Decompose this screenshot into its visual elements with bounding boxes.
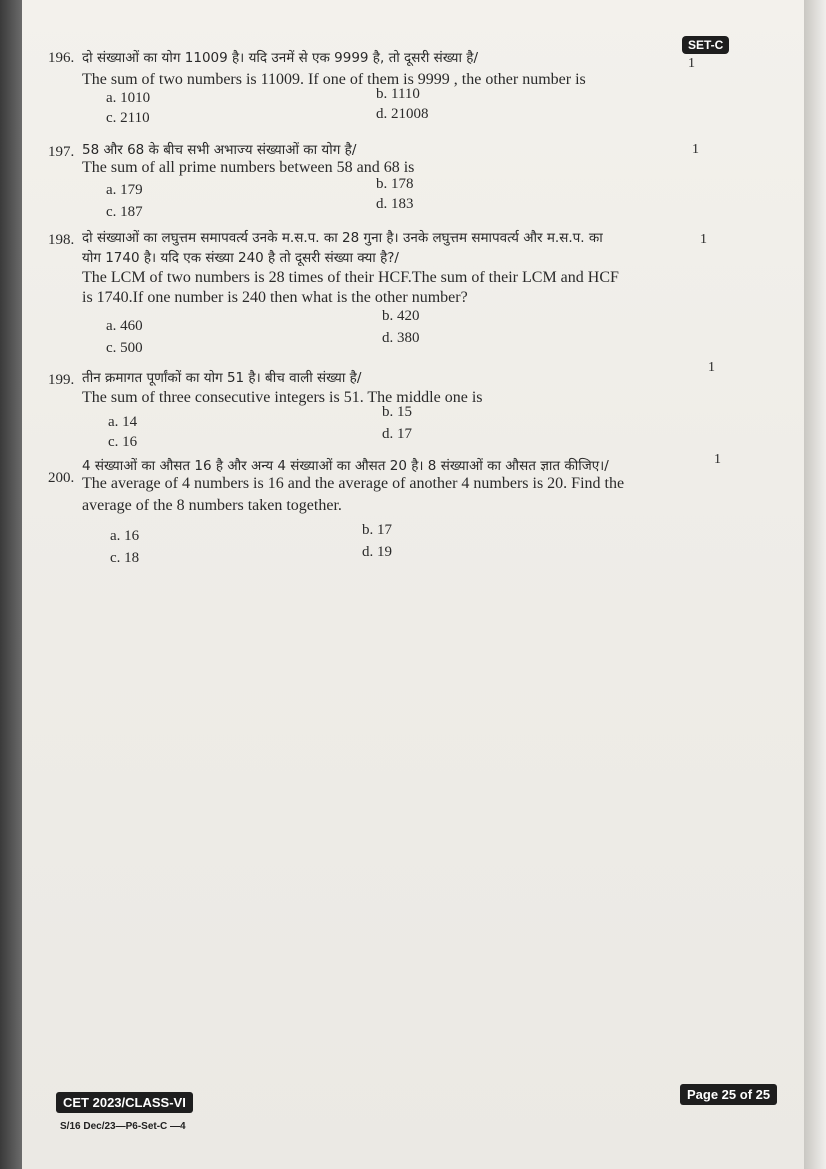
question-english: The sum of three consecutive integers is 51. The middle one is <box>82 389 483 406</box>
question-hindi-line-2: योग 1740 है। यदि एक संख्या 240 है तो दूसरी संख्या क्या है?/ <box>82 250 399 266</box>
exam-page <box>22 0 804 1169</box>
question-hindi: दो संख्याओं का लघुत्तम समापवर्त्य उनके म.स.प. का 28 गुना है। उनके लघुत्तम समापवर्त्य और म.स.प. का <box>82 230 603 246</box>
option-d: d. 17 <box>382 426 412 442</box>
question-english: The average of 4 numbers is 16 and the average of another 4 numbers is 20. Find the <box>82 475 625 492</box>
option-b: b. 17 <box>362 522 392 538</box>
question-english: The LCM of two numbers is 28 times of their HCF.The sum of their LCM and HCF <box>82 269 619 286</box>
question-number: 197. <box>48 144 75 160</box>
option-b: b. 178 <box>376 176 414 192</box>
question-number: 199. <box>48 372 75 388</box>
question-hindi: तीन क्रमागत पूर्णांकों का योग 51 है। बीच वाली संख्या है/ <box>82 370 362 386</box>
option-a: a. 16 <box>110 528 140 544</box>
question-hindi: दो संख्याओं का योग 11009 है। यदि उनमें से एक 9999 है, तो दूसरी संख्या है/ <box>82 50 479 66</box>
question-hindi: 4 संख्याओं का औसत 16 है और अन्य 4 संख्याओं का औसत 20 है। 8 संख्याओं का औसत ज्ञात कीजिए।/ <box>82 458 609 474</box>
question-hindi: 58 और 68 के बीच सभी अभाज्य संख्याओं का योग है/ <box>82 142 357 158</box>
option-a: a. 460 <box>106 318 143 334</box>
option-d: d. 380 <box>382 330 420 346</box>
scan-left-edge <box>0 0 22 1169</box>
set-badge: SET-C <box>682 36 729 54</box>
option-c: c. 16 <box>108 434 138 450</box>
option-a: a. 179 <box>106 182 143 198</box>
option-c: c. 500 <box>106 340 143 356</box>
page-number-badge: Page 25 of 25 <box>680 1084 777 1105</box>
option-b: b. 15 <box>382 404 412 420</box>
question-marks: 1 <box>714 452 721 467</box>
question-english: The sum of two numbers is 11009. If one of them is 9999 , the other number is <box>82 71 586 88</box>
option-c: c. 2110 <box>106 110 150 126</box>
question-number: 198. <box>48 232 75 248</box>
option-d: d. 21008 <box>376 106 429 122</box>
option-a: a. 14 <box>108 414 138 430</box>
option-a: a. 1010 <box>106 90 151 106</box>
option-d: d. 19 <box>362 544 392 560</box>
question-number: 200. <box>48 470 75 486</box>
option-b: b. 1110 <box>376 86 420 102</box>
question-number: 196. <box>48 50 75 66</box>
option-c: c. 187 <box>106 204 143 220</box>
question-marks: 1 <box>688 56 695 71</box>
exam-name-badge: CET 2023/CLASS-VI <box>56 1092 193 1113</box>
question-marks: 1 <box>708 360 715 375</box>
option-b: b. 420 <box>382 308 420 324</box>
question-english-line-2: average of the 8 numbers taken together. <box>82 497 342 514</box>
option-d: d. 183 <box>376 196 414 212</box>
question-marks: 1 <box>700 232 707 247</box>
question-english-line-2: is 1740.If one number is 240 then what is the other number? <box>82 289 468 306</box>
option-c: c. 18 <box>110 550 140 566</box>
scan-right-edge <box>804 0 826 1169</box>
paper-code: S/16 Dec/23—P6-Set-C —4 <box>60 1121 186 1132</box>
question-marks: 1 <box>692 142 699 157</box>
question-english: The sum of all prime numbers between 58 and 68 is <box>82 159 415 176</box>
